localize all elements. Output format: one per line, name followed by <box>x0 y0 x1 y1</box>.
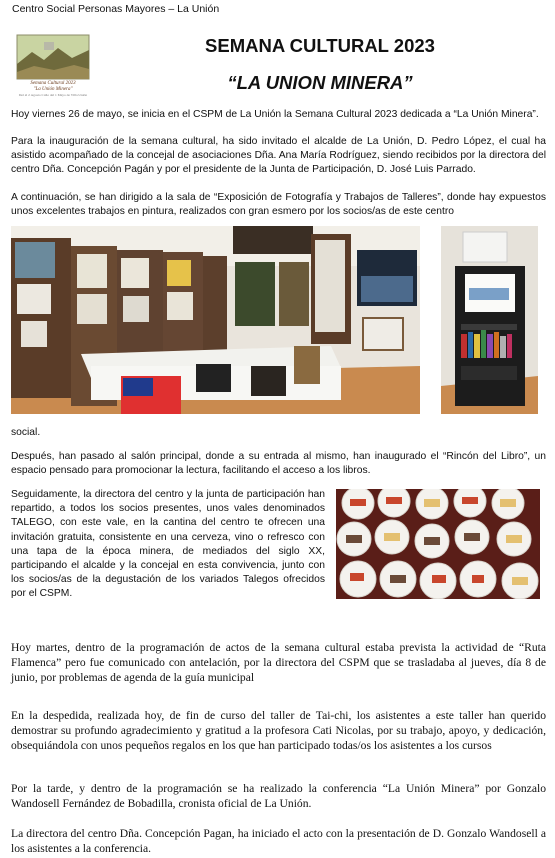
organization-header: Centro Social Personas Mayores – La Unión <box>12 3 220 15</box>
tapas-photo <box>336 489 540 599</box>
exhibition-photo <box>11 226 420 414</box>
paragraph-guests: Para la inauguración de la semana cultural, ha sido invitado el alcalde de La Unión, D. Pedro López, el cual ha asistido acompañado de la concejal de asociaciones Dña. Ana María Rodríguez, siendo recibidos por la directora del centro Dña. Concepción Pagán y por el presidente de la Junta de Participación, D. José Luis Parrado. <box>11 136 546 176</box>
paragraph-exhibition-end: social. <box>11 427 41 438</box>
paragraph-inauguration-date: Hoy viernes 26 de mayo, se inicia en el CSPM de La Unión la Semana Cultural 2023 dedicada a “La Unión Minera”. <box>11 109 539 120</box>
paragraph-presentation: La directora del centro Dña. Concepción Pagan, ha iniciado el acto con la presentación de D. Gonzalo Wandosell a los asistentes a la conferencia. <box>11 827 546 856</box>
logo-line2: "La Unión Minera" <box>33 87 73 92</box>
paragraph-talego: Seguidamente, la directora del centro y la junta de participación han repartido, a todos los socios presentes, unos vales denominados TALEGO, con este vale, en la cantina del centro te ofrecen una invitación gratuita, consistente en una cerveza, vino o refresco con una tapa de la época minera, de mediados del siglo XX, participando el alcalde y la concejal en esta convivencia, junto con los socios/as de la degustación de los variados Talegos ofrecidos por el CSPM. <box>11 489 325 600</box>
page-subtitle: “LA UNION MINERA” <box>227 72 413 93</box>
logo-line1: Semana Cultural 2023 <box>30 81 76 86</box>
paragraph-tai-chi: En la despedida, realizada hoy, de fin de curso del taller de Tai-chi, los asistentes a este taller han querido demostrar su profundo agradecimiento y gratitud a la profesora Cati Nicolas, por su trabajo, apoyo, y dedicación, obsequiándola con unos pequeños regalos en los que han participado todas/os los asistentes a los cursos <box>11 709 546 753</box>
paragraph-exhibition: A continuación, se han dirigido a la sala de “Exposición de Fotografía y Trabajos de Talleres”, donde hay expuestos unos excelentes trabajos en pintura, realizados con gran esmero por los socios/as de este centro <box>11 192 546 218</box>
logo-caption: Del al 2 Agosto Calle del 1 Mayo de Villa Unión <box>18 93 88 97</box>
page-title: SEMANA CULTURAL 2023 <box>205 35 435 56</box>
paragraph-ruta-flamenca: Hoy martes, dentro de la programación de actos de la semana cultural estaba prevista la actividad de “Ruta Flamenca” pero fue comunicado con antelación, por la directora del CSPM que se trasladaba al jueves, día 8 de junio, por problemas de agenda de la guía municipal <box>11 641 546 685</box>
book-corner-photo <box>441 226 538 414</box>
paragraph-book-corner: Después, han pasado al salón principal, donde a su entrada al mismo, han inaugurado el “Rincón del Libro”, un espacio pensado para promocionar la lectura, facilitando el acceso a los libros. <box>11 451 546 477</box>
paragraph-conference: Por la tarde, y dentro de la programación se ha realizado la conferencia “La Unión Minera” por Gonzalo Wandosell Fernández de Bobadilla, cronista oficial de La Unión. <box>11 782 546 811</box>
event-logo <box>14 32 92 104</box>
